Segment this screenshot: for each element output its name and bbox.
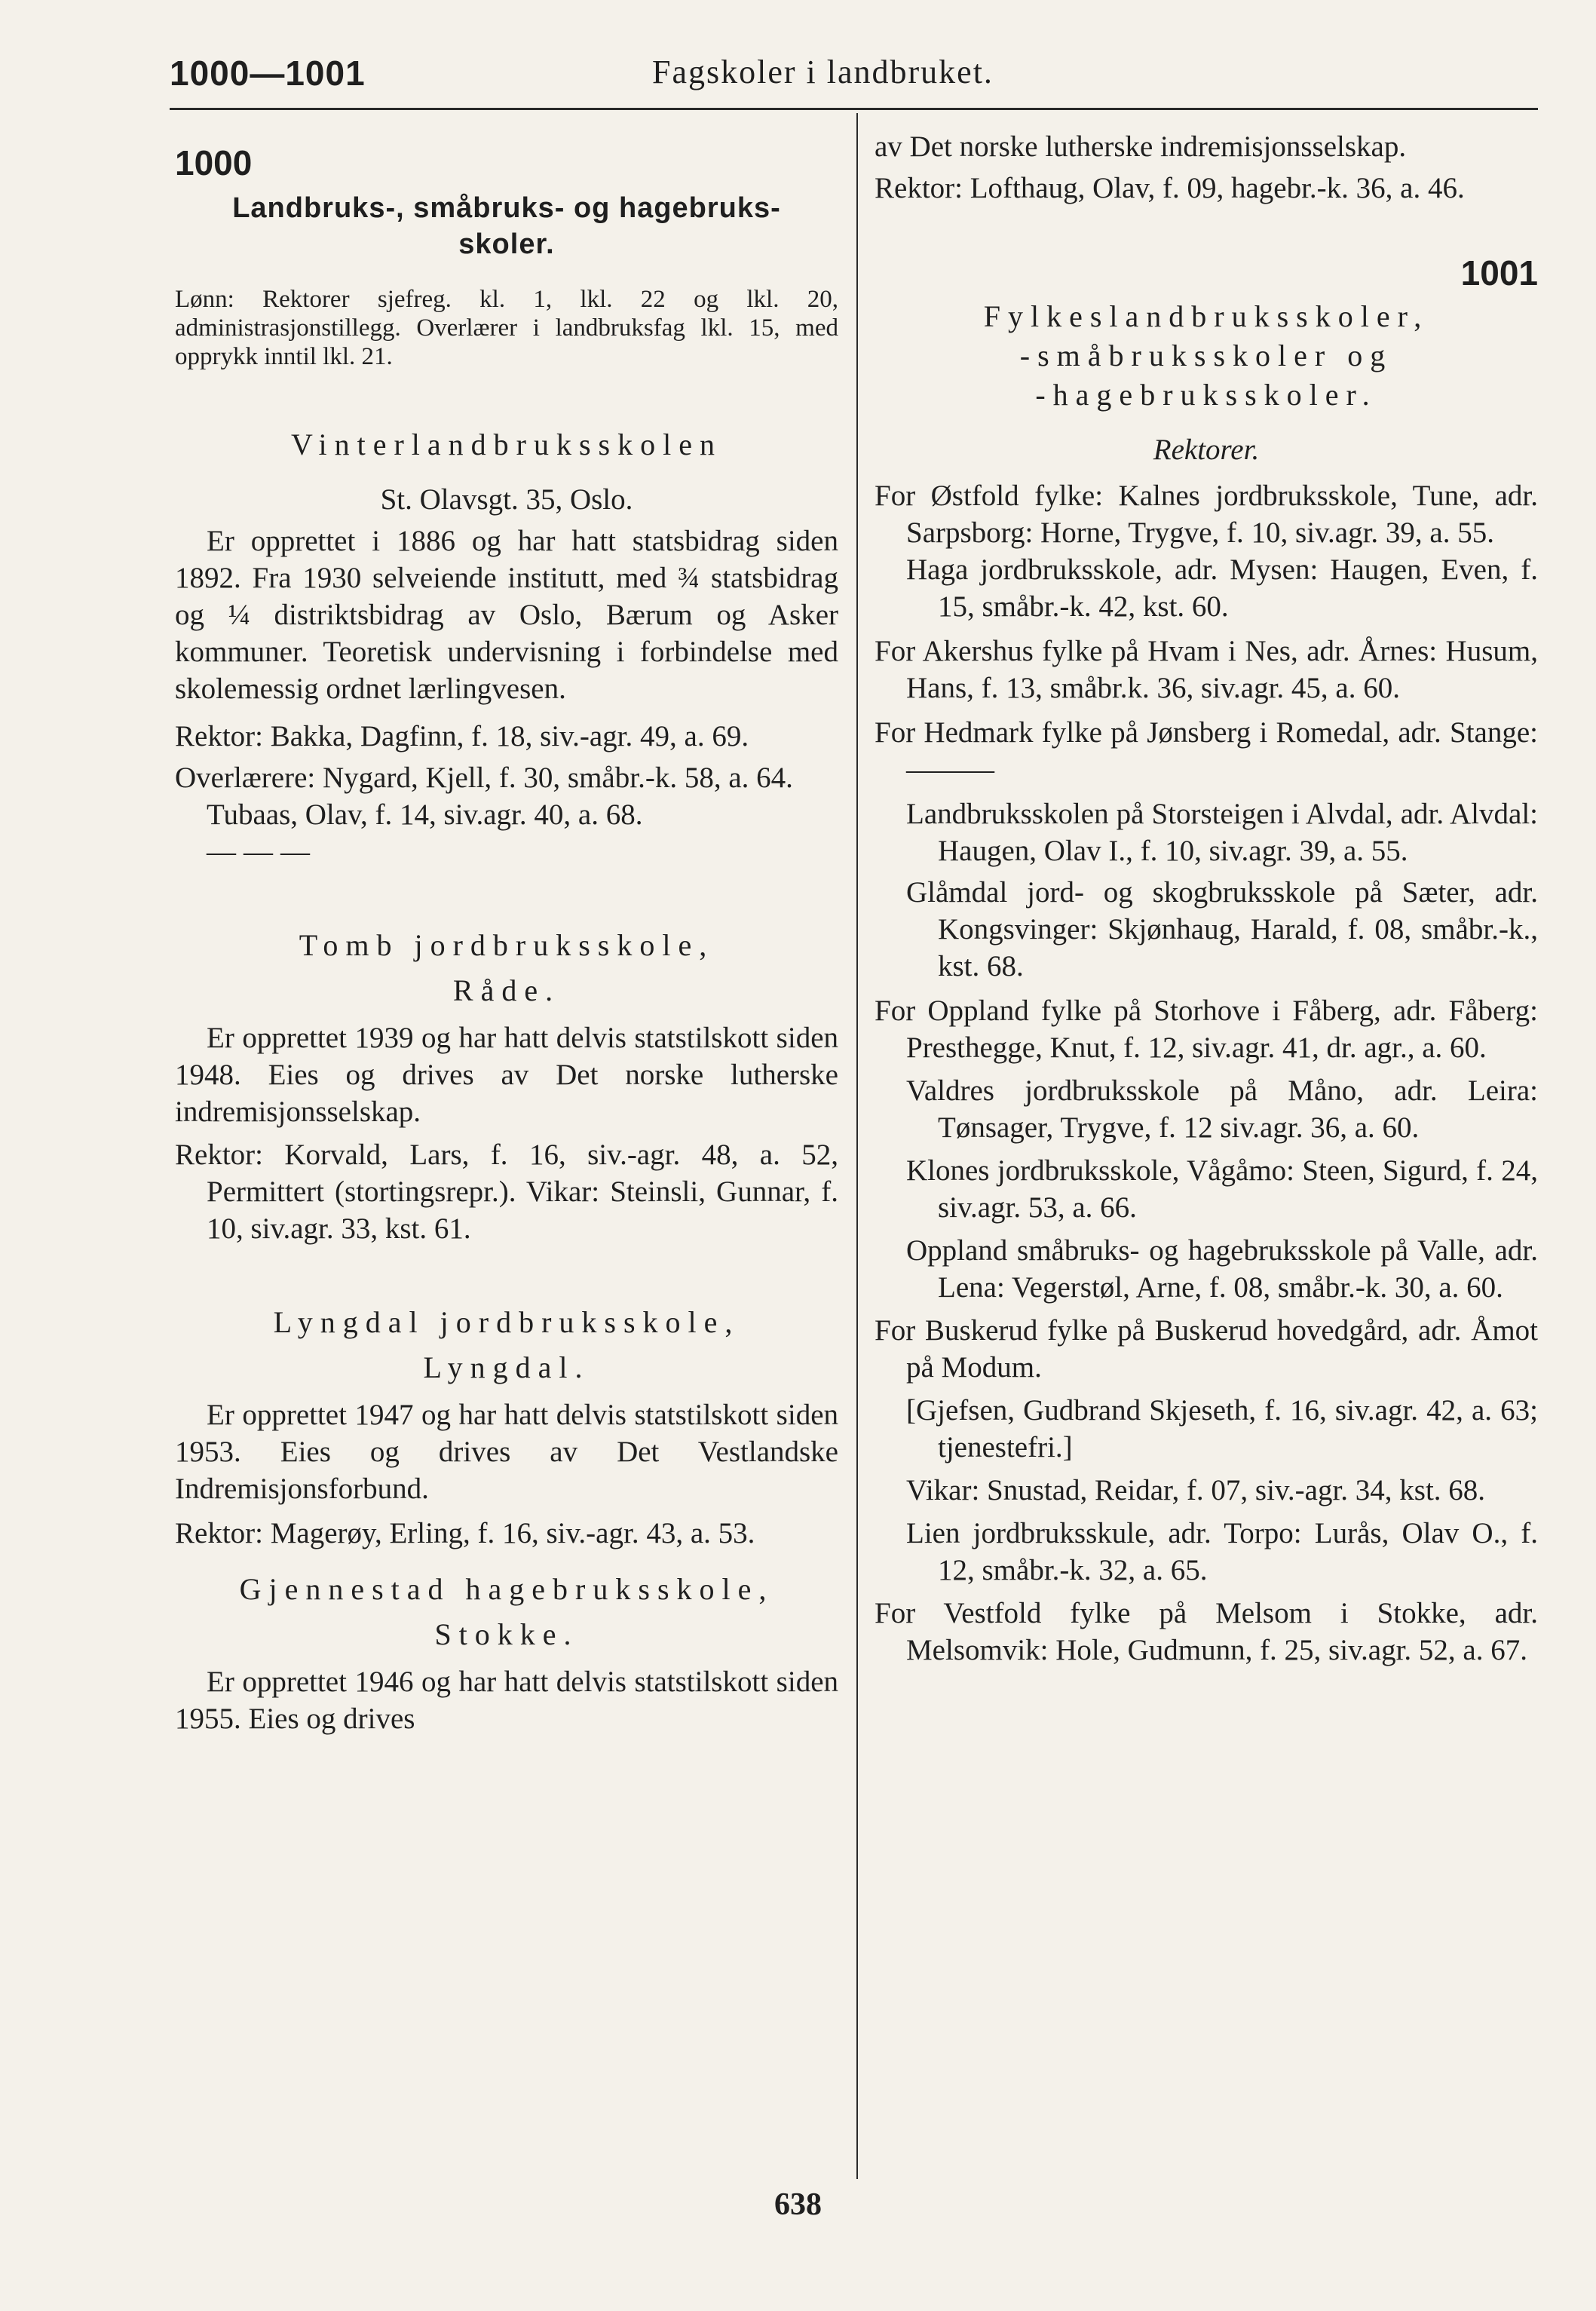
- school-tomb-place: Råde.: [452, 973, 561, 1007]
- entry-separator-dashes: ———: [207, 835, 317, 868]
- school-gjennestad-description: Er opprettet 1946 og har hatt delvis statstilskott siden 1955. Eies og drives: [175, 1666, 838, 1735]
- continued-rektor: Rektor: Lofthaug, Olav, f. 09, hagebr.-k. 36, a. 46.: [875, 172, 1465, 204]
- section-number-1000: 1000: [175, 143, 253, 182]
- section-1001-title-line-3: -hagebruksskoler.: [1035, 378, 1377, 412]
- section-1001-title-line-2: -småbruksskoler og: [1019, 339, 1393, 372]
- header-rule: [170, 108, 1538, 110]
- header-section-range: 1000—1001: [170, 54, 366, 93]
- entry-buskerud: For Buskerud fylke på Buskerud hovedgård, adr. Åmot på Modum.: [875, 1314, 1538, 1384]
- entry-valdres: Valdres jordbruksskole på Måno, adr. Leira: Tønsager, Trygve, f. 12 siv.agr. 36, a. 60.: [906, 1074, 1538, 1144]
- entry-hedmark: For Hedmark fylke på Jønsberg i Romedal, adr. Stange: ———: [875, 716, 1538, 786]
- section-title-line-2: skoler.: [458, 228, 555, 260]
- entry-ostfold: For Østfold fylke: Kalnes jordbruksskole, Tune, adr. Sarpsborg: Horne, Trygve, f. 10, siv.agr. 39, a. 55.: [875, 480, 1538, 549]
- school-tomb-description: Er opprettet 1939 og har hatt delvis statstilskott siden 1948. Eies og drives av Det norske lutherske indremisjonsselskap.: [175, 1022, 838, 1128]
- school-gjennestad-name: Gjennestad hagebruksskole,: [239, 1572, 774, 1606]
- school-vinterlandbruksskolen-name: Vinterlandbruksskolen: [291, 428, 722, 461]
- page-number: 638: [774, 2187, 822, 2222]
- entry-akershus: For Akershus fylke på Hvam i Nes, adr. Årnes: Husum, Hans, f. 13, småbr.k. 36, siv.agr. 45, a. 60.: [875, 635, 1538, 704]
- section-title-line-1: Landbruks-, småbruks- og hagebruks-: [232, 192, 781, 224]
- continued-text: av Det norske lutherske indremisjonsselskap.: [875, 130, 1407, 163]
- school-vinterlandbruksskolen-description: Er opprettet i 1886 og har hatt statsbidrag siden 1892. Fra 1930 selveiende institutt, med ¾ statsbidrag og ¼ distriktsbidrag av Oslo, Bærum og Asker kommuner. Teoretisk undervisning i forbindelse med skolemessig ordnet lærlingvesen.: [175, 525, 838, 705]
- school-vinterlandbruksskolen-address: St. Olavsgt. 35, Oslo.: [380, 483, 633, 516]
- school-vinterlandbruksskolen-rektor: Rektor: Bakka, Dagfinn, f. 18, siv.-agr. 49, a. 69.: [175, 720, 749, 752]
- section-number-1001: 1001: [1460, 253, 1538, 293]
- salary-note: Lønn: Rektorer sjefreg. kl. 1, lkl. 22 og lkl. 20, administrasjonstillegg. Overlærer i landbruksfag lkl. 15, med opprykk inntil lkl. 21.: [175, 286, 838, 370]
- section-1001-title-line-1: Fylkeslandbruksskoler,: [983, 299, 1429, 333]
- column-divider: [856, 113, 858, 2179]
- school-lyngdal-rektor: Rektor: Magerøy, Erling, f. 16, siv.-agr. 43, a. 53.: [175, 1517, 755, 1549]
- entry-gjefsen: [Gjefsen, Gudbrand Skjeseth, f. 16, siv.agr. 42, a. 63; tjenestefri.]: [906, 1394, 1538, 1464]
- school-lyngdal-place: Lyngdal.: [423, 1350, 590, 1384]
- school-gjennestad-place: Stokke.: [434, 1617, 579, 1651]
- page-header: [170, 53, 1538, 106]
- school-vinterlandbruksskolen-overlaerere: Overlærere: Nygard, Kjell, f. 30, småbr.-k. 58, a. 64.: [175, 762, 793, 794]
- header-title: Fagskoler i landbruket.: [652, 54, 994, 90]
- school-lyngdal-description: Er opprettet 1947 og har hatt delvis statstilskott siden 1953. Eies og drives av Det Vestlandske Indremisjonsforbund.: [175, 1399, 838, 1505]
- entry-vikar-snustad: Vikar: Snustad, Reidar, f. 07, siv.-agr. 34, kst. 68.: [906, 1474, 1486, 1506]
- entry-klones: Klones jordbruksskole, Vågåmo: Steen, Sigurd, f. 24, siv.agr. 53, a. 66.: [906, 1154, 1538, 1224]
- school-lyngdal-name: Lyngdal jordbruksskole,: [273, 1305, 740, 1339]
- entry-storsteigen: Landbruksskolen på Storsteigen i Alvdal, adr. Alvdal: Haugen, Olav I., f. 10, siv.agr. 39, a. 55.: [906, 798, 1538, 867]
- entry-vestfold: For Vestfold fylke på Melsom i Stokke, adr. Melsomvik: Hole, Gudmunn, f. 25, siv.agr. 52, a. 67.: [875, 1597, 1538, 1666]
- entry-haga: Haga jordbruksskole, adr. Mysen: Haugen, Even, f. 15, småbr.-k. 42, kst. 60.: [906, 553, 1538, 623]
- entry-oppland: For Oppland fylke på Storhove i Fåberg, adr. Fåberg: Presthegge, Knut, f. 12, siv.agr. 41, dr. agr., a. 60.: [875, 995, 1538, 1064]
- entry-oppland-valle: Oppland småbruks- og hagebruksskole på Valle, adr. Lena: Vegerstøl, Arne, f. 08, småbr.-k. 30, a. 60.: [906, 1234, 1538, 1304]
- right-column: [875, 128, 1538, 1669]
- school-tomb-rektor: Rektor: Korvald, Lars, f. 16, siv.-agr. 48, a. 52, Permittert (stortingsrepr.). Vikar: Steinsli, Gunnar, f. 10, siv.agr. 33, kst. 61.: [175, 1139, 838, 1245]
- school-vinterlandbruksskolen-tubaas: Tubaas, Olav, f. 14, siv.agr. 40, a. 68.: [207, 798, 643, 831]
- entry-glamdal: Glåmdal jord- og skogbruksskole på Sæter, adr. Kongsvinger: Skjønhaug, Harald, f. 08, småbr.-k., kst. 68.: [906, 876, 1538, 982]
- rektorer-heading: Rektorer.: [1153, 434, 1260, 466]
- left-column: [175, 128, 838, 1737]
- entry-lien: Lien jordbruksskule, adr. Torpo: Lurås, Olav O., f. 12, småbr.-k. 32, a. 65.: [906, 1517, 1538, 1586]
- school-tomb-name: Tomb jordbruksskole,: [299, 928, 715, 962]
